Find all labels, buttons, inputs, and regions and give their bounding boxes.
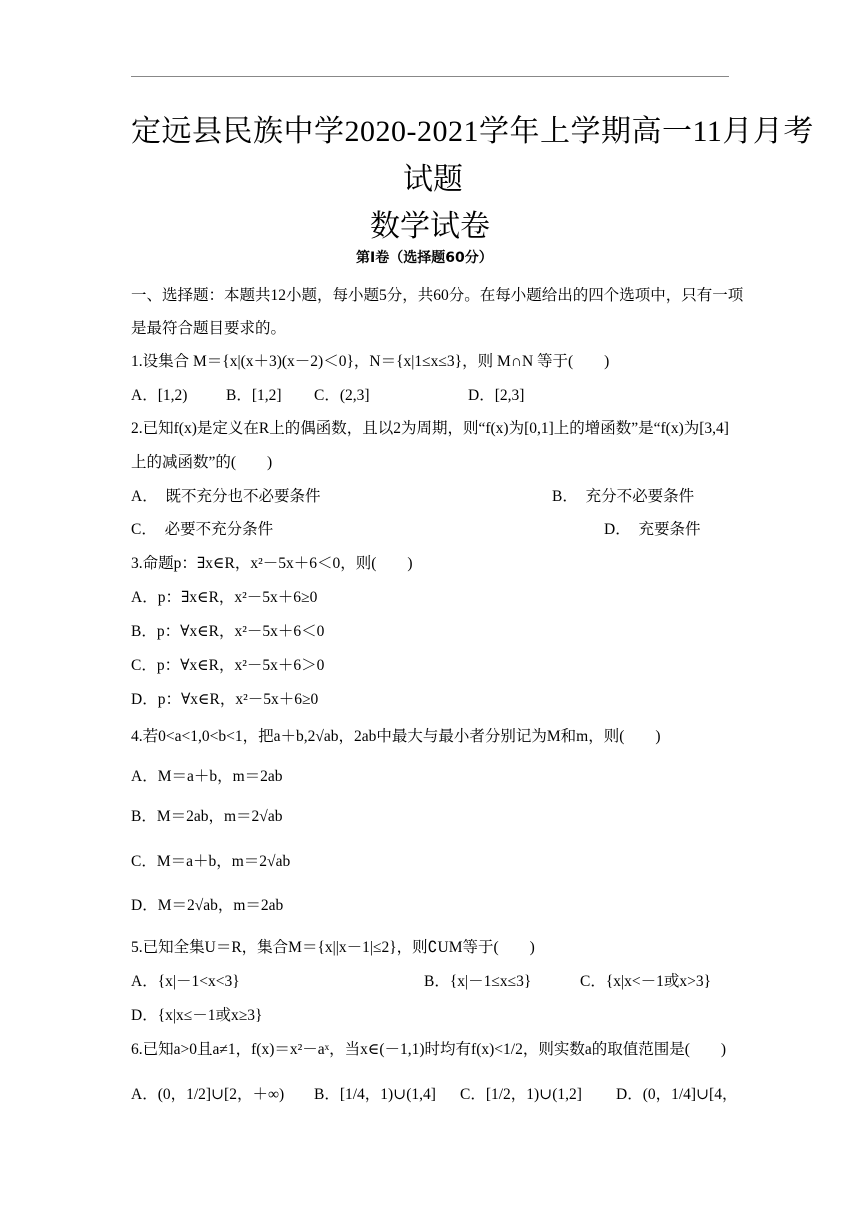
question-4-option-a: A．M＝a＋b，m＝2ab <box>131 768 283 785</box>
question-2-option-a: A． 既不充分也不必要条件 <box>131 488 321 505</box>
header-rule <box>131 76 729 77</box>
question-2-option-b: B． 充分不必要条件 <box>552 488 695 505</box>
exam-title-line1: 定远县民族中学2020-2021学年上学期高一11月月考 <box>131 115 814 148</box>
question-4-option-c: C．M＝a＋b，m＝2√ab <box>131 853 291 870</box>
question-5-option-d: D．{x|x≤－1或x≥3} <box>131 1007 263 1024</box>
question-1-option-d: D．[2,3] <box>468 387 525 404</box>
question-2-option-c: C． 必要不充分条件 <box>131 521 274 538</box>
exam-title-line2: 试题 <box>403 163 463 196</box>
question-4-option-b: B．M＝2ab，m＝2√ab <box>131 808 283 825</box>
question-3-stem: 3.命题p：∃x∈R，x²－5x＋6＜0，则( ) <box>131 555 413 572</box>
question-5-option-b: B．{x|－1≤x≤3} <box>424 973 532 990</box>
question-1-option-a: A．[1,2) <box>131 387 188 404</box>
question-4-stem: 4.若0<a<1,0<b<1，把a＋b,2√ab，2ab中最大与最小者分别记为M和m，则( ) <box>131 728 661 745</box>
question-3-option-d: D．p：∀x∈R，x²－5x＋6≥0 <box>131 691 319 708</box>
question-6-option-c: C．[1/2，1)∪(1,2] <box>460 1086 582 1103</box>
question-6-option-d: D．(0，1/4]∪[4， <box>616 1086 738 1103</box>
question-1-option-c: C．(2,3] <box>314 387 370 404</box>
section-heading: 第I卷（选择题60分） <box>356 250 493 266</box>
question-3-option-b: B．p：∀x∈R，x²－5x＋6＜0 <box>131 623 325 640</box>
question-2-stem-line1: 2.已知f(x)是定义在R上的偶函数，且以2为周期，则“f(x)为[0,1]上的增函数”是“f(x)为[3,4] <box>131 420 729 437</box>
question-6-stem: 6.已知a>0且a≠1，f(x)＝x²－aˣ，当x∈(－1,1)时均有f(x)<1/2，则实数a的取值范围是( ) <box>131 1041 727 1058</box>
exam-subtitle: 数学试卷 <box>370 210 490 243</box>
question-5-stem: 5.已知全集U＝R，集合M＝{x||x－1|≤2}，则∁UM等于( ) <box>131 939 535 956</box>
question-5-option-c: C．{x|x<－1或x>3} <box>580 973 712 990</box>
question-2-stem-line2: 上的减函数”的( ) <box>131 454 273 471</box>
question-5-option-a: A．{x|－1<x<3} <box>131 973 240 990</box>
question-2-option-d: D． 充要条件 <box>604 521 701 538</box>
question-3-option-c: C．p：∀x∈R，x²－5x＋6＞0 <box>131 657 325 674</box>
question-1-stem: 1.设集合 M＝{x|(x＋3)(x－2)＜0}，N＝{x|1≤x≤3}，则 M∩N 等于( ) <box>131 353 610 370</box>
question-6-option-a: A．(0，1/2]∪[2，＋∞) <box>131 1086 285 1103</box>
instructions-line2: 是最符合题目要求的。 <box>131 320 287 337</box>
instructions-line1: 一、选择题：本题共12小题，每小题5分，共60分。在每小题给出的四个选项中，只有一项 <box>131 287 744 304</box>
question-1-option-b: B．[1,2] <box>226 387 282 404</box>
question-3-option-a: A．p：∃x∈R，x²－5x＋6≥0 <box>131 589 318 606</box>
question-6-option-b: B．[1/4，1)∪(1,4] <box>314 1086 436 1103</box>
question-4-option-d: D．M＝2√ab，m＝2ab <box>131 897 284 914</box>
